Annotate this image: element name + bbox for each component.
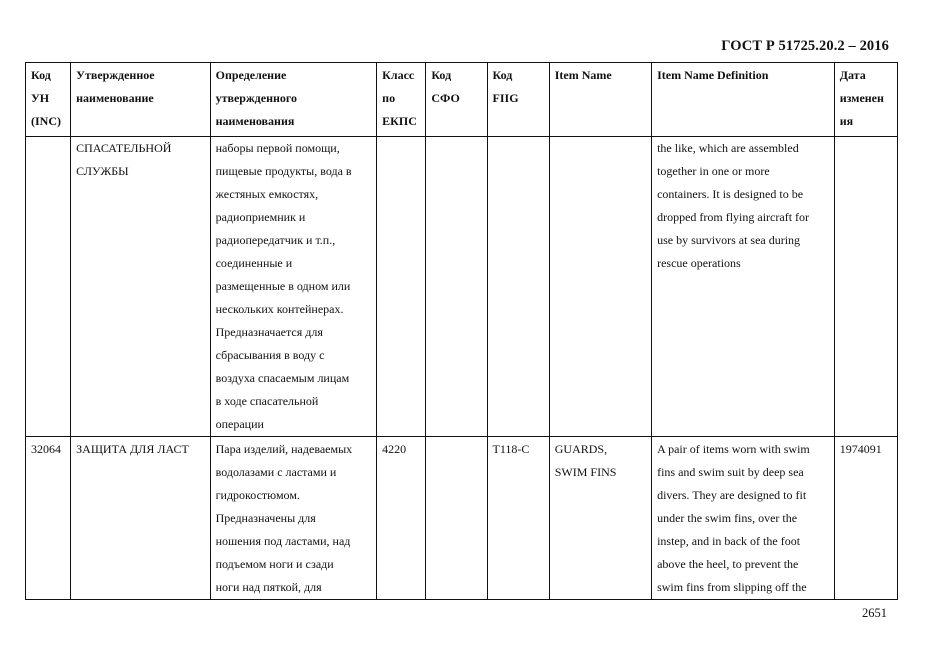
col-header-approved-name: Утвержденное наименование [71, 63, 210, 137]
cell-inc [26, 137, 71, 437]
cell-fiig-code [487, 137, 549, 437]
cell-item-name [549, 137, 651, 437]
document-header: ГОСТ Р 51725.20.2 – 2016 [721, 38, 889, 54]
cell-sfo-code [426, 137, 487, 437]
cell-definition-ru: Пара изделий, надеваемых водолазами с ластами и гидрокостюмом. Предназначены для ношения под ластами, над подъемом ноги и сзади ноги над пяткой, для [210, 437, 377, 600]
cell-definition-ru: наборы первой помощи, пищевые продукты, вода в жестяных емкостях, радиоприемник и радиопередатчик и т.п., соединенные и размещенные в одном или нескольких контейнерах. Предназначается для сбрасывания в воду с воздуха спасаемым лицам в ходе спасательной операции [210, 137, 377, 437]
cell-change-date [834, 137, 897, 437]
col-header-definition-ru: Определение утвержденного наименования [210, 63, 377, 137]
col-header-item-definition: Item Name Definition [652, 63, 835, 137]
data-table [25, 62, 898, 600]
cell-approved-name: СПАСАТЕЛЬНОЙ СЛУЖБЫ [71, 137, 210, 437]
cell-approved-name: ЗАЩИТА ДЛЯ ЛАСТ [71, 437, 210, 600]
table-row [26, 137, 898, 437]
page-number: 2651 [862, 606, 887, 620]
cell-item-name: GUARDS, SWIM FINS [549, 437, 651, 600]
cell-inc: 32064 [26, 437, 71, 600]
table-row [26, 437, 898, 600]
col-header-ekps-class: Класс по ЕКПС [377, 63, 426, 137]
cell-change-date: 1974091 [834, 437, 897, 600]
cell-fiig-code: T118-C [487, 437, 549, 600]
col-header-sfo-code: Код СФО [426, 63, 487, 137]
col-header-item-name: Item Name [549, 63, 651, 137]
header-row [26, 63, 898, 137]
col-header-change-date: Дата изменен ия [834, 63, 897, 137]
col-header-fiig-code: Код FIIG [487, 63, 549, 137]
cell-ekps-class: 4220 [377, 437, 426, 600]
cell-sfo-code [426, 437, 487, 600]
col-header-inc: Код УН (INC) [26, 63, 71, 137]
cell-item-definition: A pair of items worn with swim fins and swim suit by deep sea divers. They are designed to fit under the swim fins, over the instep, and in back of the foot above the heel, to prevent the swim fins from slipping off the [652, 437, 835, 600]
cell-ekps-class [377, 137, 426, 437]
cell-item-definition: the like, which are assembled together in one or more containers. It is designed to be dropped from flying aircraft for use by survivors at sea during rescue operations [652, 137, 835, 437]
